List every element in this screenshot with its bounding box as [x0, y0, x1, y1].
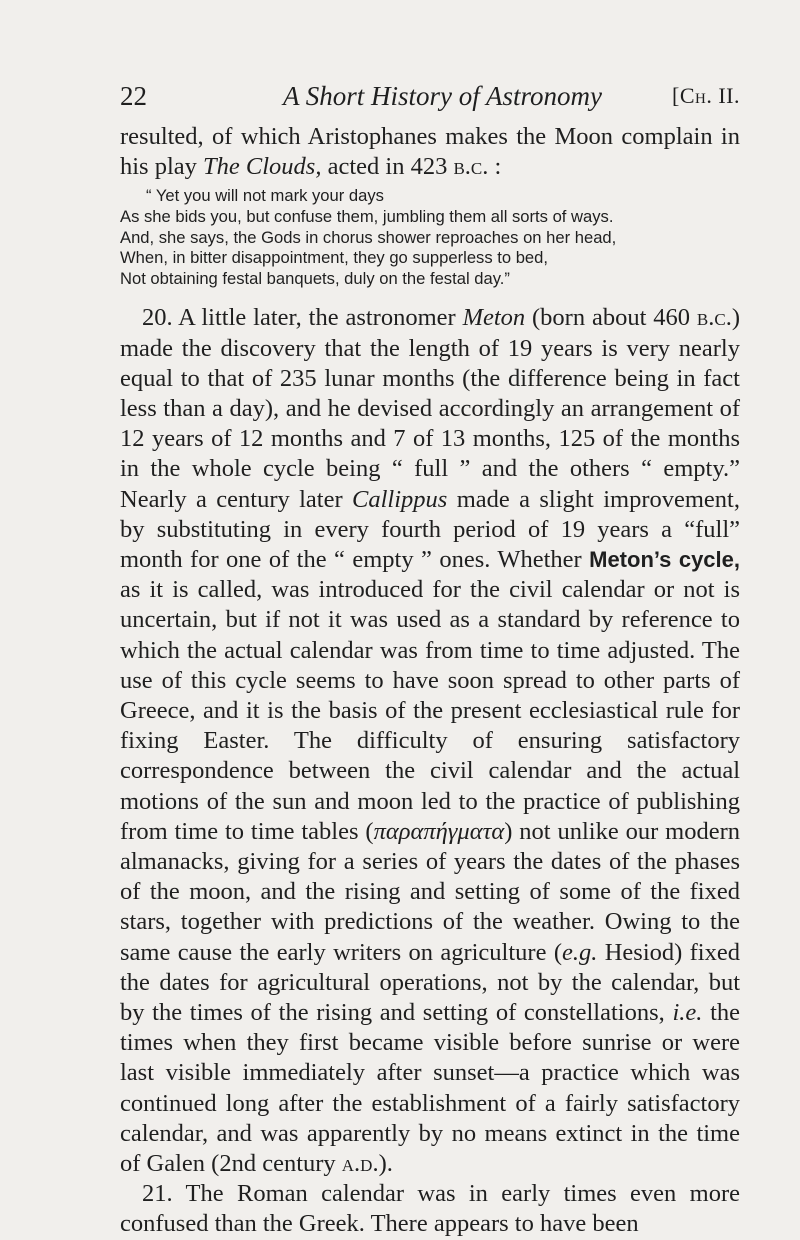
verse-line: And, she says, the Gods in chorus shower reproaches on her head, — [120, 227, 617, 247]
page-number: 22 — [120, 81, 147, 111]
greek-term: παραπήγματα — [373, 817, 505, 845]
page-body — [120, 122, 740, 1240]
verse-line: When, in bitter disappointment, they go supperless to bed, — [120, 248, 549, 268]
verse-line: Not obtaining festal banquets, duly on the festal day.” — [120, 268, 510, 288]
verse-quotation — [120, 186, 740, 289]
name-meton: Meton — [462, 304, 526, 332]
running-header — [120, 78, 740, 114]
play-title: The Clouds, — [203, 153, 322, 181]
term-metons-cycle: Meton’s cycle, — [589, 547, 741, 572]
verse-line: As she bids you, but confuse them, jumbling them all sorts of ways. — [120, 207, 614, 226]
paragraph-21: 21. The Roman calendar was in early times even more confused than the Greek. There appears to have been — [120, 1180, 740, 1238]
name-callippus: Callippus — [352, 485, 448, 513]
running-title: A Short History of Astronomy — [283, 81, 603, 111]
verse-line: “ Yet you will not mark your days — [146, 186, 384, 206]
paragraph-20: 20. A little later, the astronomer Meton (born about 460 b.c.) made the discovery that the length of 19 years is very nearly equal to that of 235 lunar months (the difference being in fact less than a day), and he devised accordingly an arrangement of 12 years of 12 months and 7 of 13 months, 125 of the months in the whole cycle being “ full ” and the others “ empty.” Nearly a century later Callippus made a slight improvement, by substituting in every fourth period of 19 years a “full” month for one of the “ empty ” ones. Whether Meton’s cycle, as it is called, was introduced for the civil calendar or not is uncertain, but if not it was used as a standard by reference to which the actual calendar was from time to time adjusted. The use of this cycle seems to have soon spread to other parts of Greece, and it is the basis of the present ecclesiastical rule for fixing Easter. The difficulty of ensuring satisfactory correspondence between the civil calendar and the actual motions of the sun and moon led to the practice of publishing from time to time tables (παραπήγματα) not unlike our modern almanacks, giving for a series of years the dates of the phases of the moon, and the rising and setting of some of the fixed stars, together with predictions of the weather. Owing to the same cause the early writers on agriculture (e.g. Hesiod) fixed the dates for agricultural operations, not by the calendar, but by the times of the rising and setting of constellations, i.e. the times when they first became visible before sunrise or were last visible immediately after sunset—a practice which was continued long after the establishment of a fairly satisfactory calendar, and was apparently by no means extinct in the time of Galen (2nd century a.d.). — [120, 304, 741, 1178]
chapter-marker: [Ch. II. — [672, 83, 740, 108]
intro-paragraph: resulted, of which Aristophanes makes the Moon complain in his play The Clouds, acted in 423 b.c. : — [120, 123, 740, 181]
